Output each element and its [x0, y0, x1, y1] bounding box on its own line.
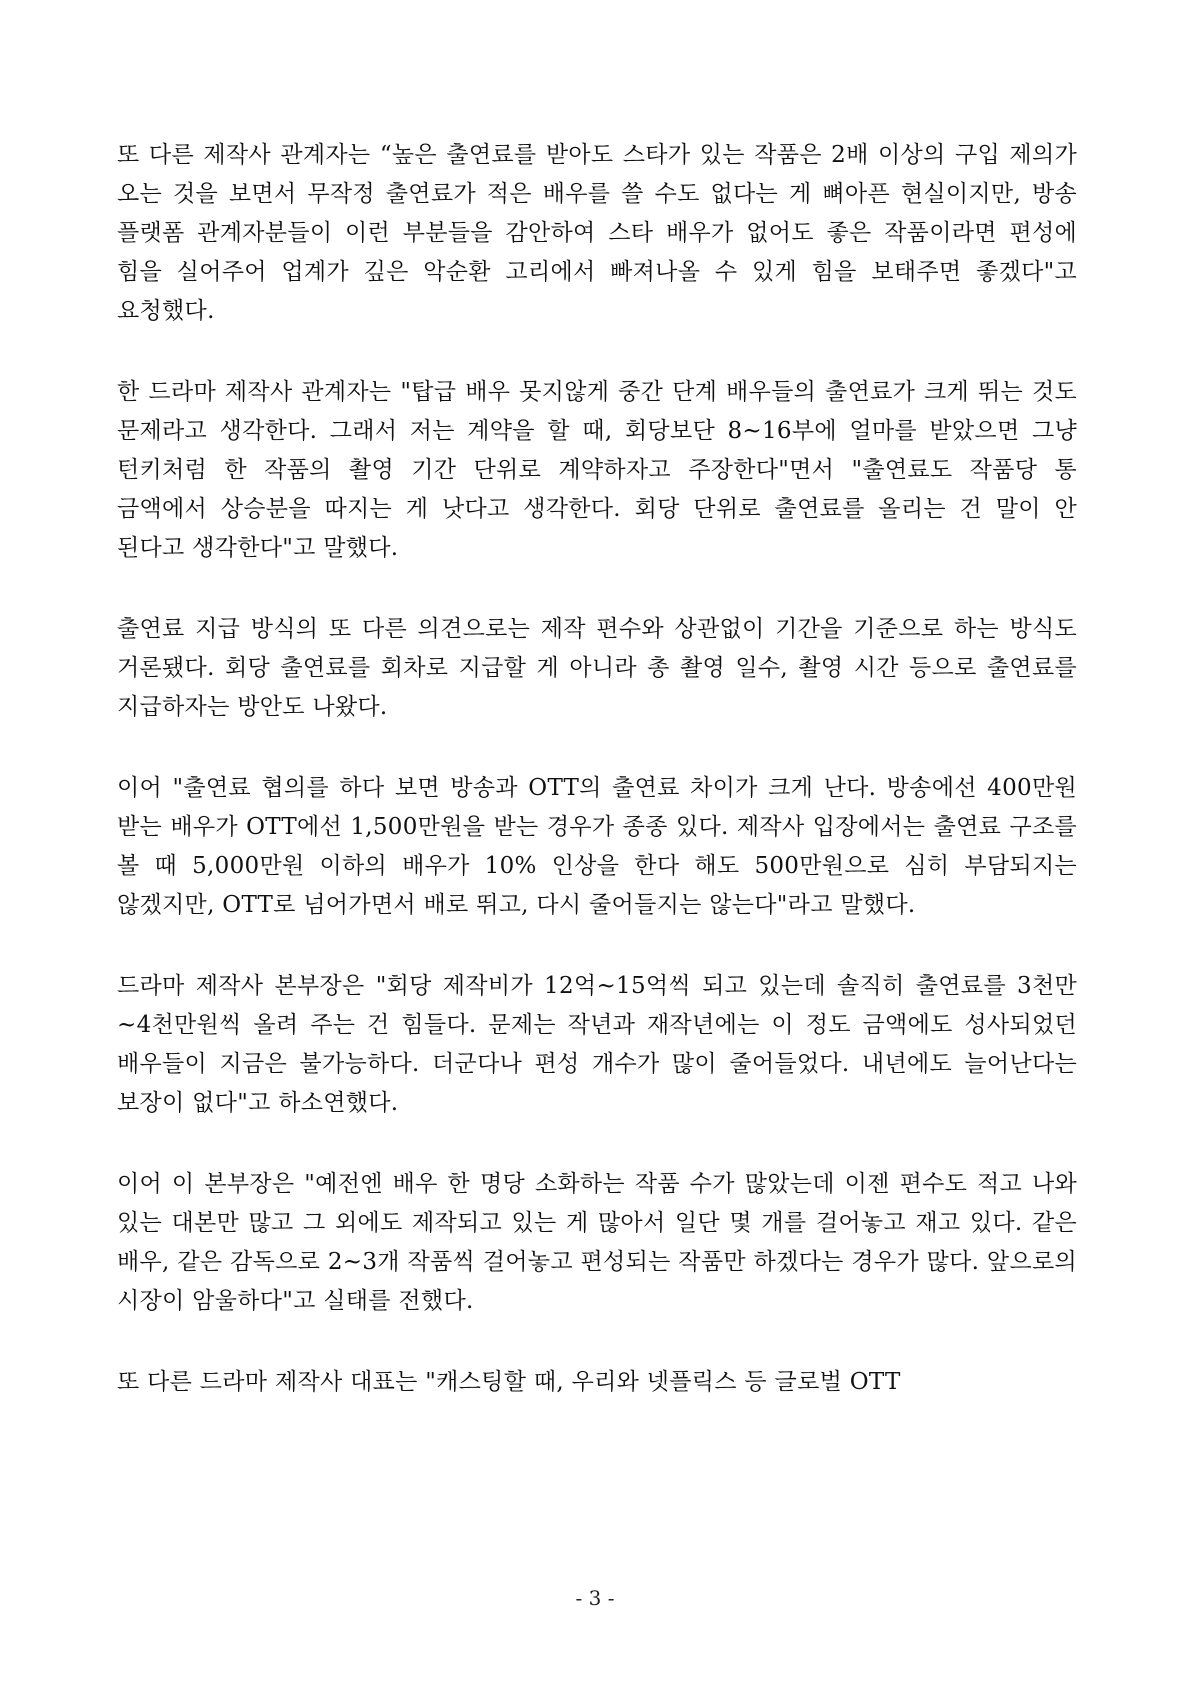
document-body [117, 136, 1077, 1402]
paragraph: 이어 "출연료 협의를 하다 보면 방송과 OTT의 출연료 차이가 크게 난다. 방송에선 400만원 받는 배우가 OTT에선 1,500만원을 받는 경우가 종종 있다. 제작사 입장에서는 출연료 구조를 볼 때 5,000만원 이하의 배우가 10% 인상을 한다 해도 500만원으로 심히 부담되지는 않겠지만, OTT로 넘어가면서 배로 뛰고, 다시 줄어들지는 않는다"라고 말했다. [117, 775, 1077, 918]
paragraph: 또 다른 제작사 관계자는 “높은 출연료를 받아도 스타가 있는 작품은 2배 이상의 구입 제의가 오는 것을 보면서 무작정 출연료가 적은 배우를 쓸 수도 없다는 게 뼈아픈 현실이지만, 방송 플랫폼 관계자분들이 이런 부분들을 감안하여 스타 배우가 없어도 좋은 작품이라면 편성에 힘을 실어주어 업계가 깊은 악순환 고리에서 빠져나올 수 있게 힘을 보태주면 좋겠다"고 요청했다. [117, 142, 1077, 324]
paragraph: 드라마 제작사 본부장은 "회당 제작비가 12억~15억씩 되고 있는데 솔직히 출연료를 3천만~4천만원씩 올려 주는 건 힘들다. 문제는 작년과 재작년에는 이 정도 금액에도 성사되었던 배우들이 지금은 불가능하다. 더군다나 편성 개수가 많이 줄어들었다. 내년에도 늘어난다는 보장이 없다"고 하소연했다. [117, 973, 1077, 1116]
page-number: - 3 - [575, 1586, 615, 1610]
paragraph: 출연료 지급 방식의 또 다른 의견으로는 제작 편수와 상관없이 기간을 기준으로 하는 방식도 거론됐다. 회당 출연료를 회차로 지급할 게 아니라 총 촬영 일수, 촬영 시간 등으로 출연료를 지급하자는 방안도 나왔다. [117, 616, 1077, 720]
paragraph: 또 다른 드라마 제작사 대표는 "캐스팅할 때, 우리와 넷플릭스 등 글로벌 OTT [117, 1369, 901, 1395]
paragraph: 한 드라마 제작사 관계자는 "탑급 배우 못지않게 중간 단계 배우들의 출연료가 크게 뛰는 것도 문제라고 생각한다. 그래서 저는 계약을 할 때, 회당보단 8~16부에 얼마를 받았으면 그냥 턴키처럼 한 작품의 촬영 기간 단위로 계약하자고 주장한다"면서 "출연료도 작품당 통 금액에서 상승분을 따지는 게 낫다고 생각한다. 회당 단위로 출연료를 올리는 건 말이 안 된다고 생각한다"고 말했다. [117, 379, 1077, 561]
paragraph: 이어 이 본부장은 "예전엔 배우 한 명당 소화하는 작품 수가 많았는데 이젠 편수도 적고 나와 있는 대본만 많고 그 외에도 제작되고 있는 게 많아서 일단 몇 개를 걸어놓고 재고 있다. 같은 배우, 같은 감독으로 2~3개 작품씩 걸어놓고 편성되는 작품만 하겠다는 경우가 많다. 앞으로의 시장이 암울하다"고 실태를 전했다. [117, 1171, 1077, 1314]
